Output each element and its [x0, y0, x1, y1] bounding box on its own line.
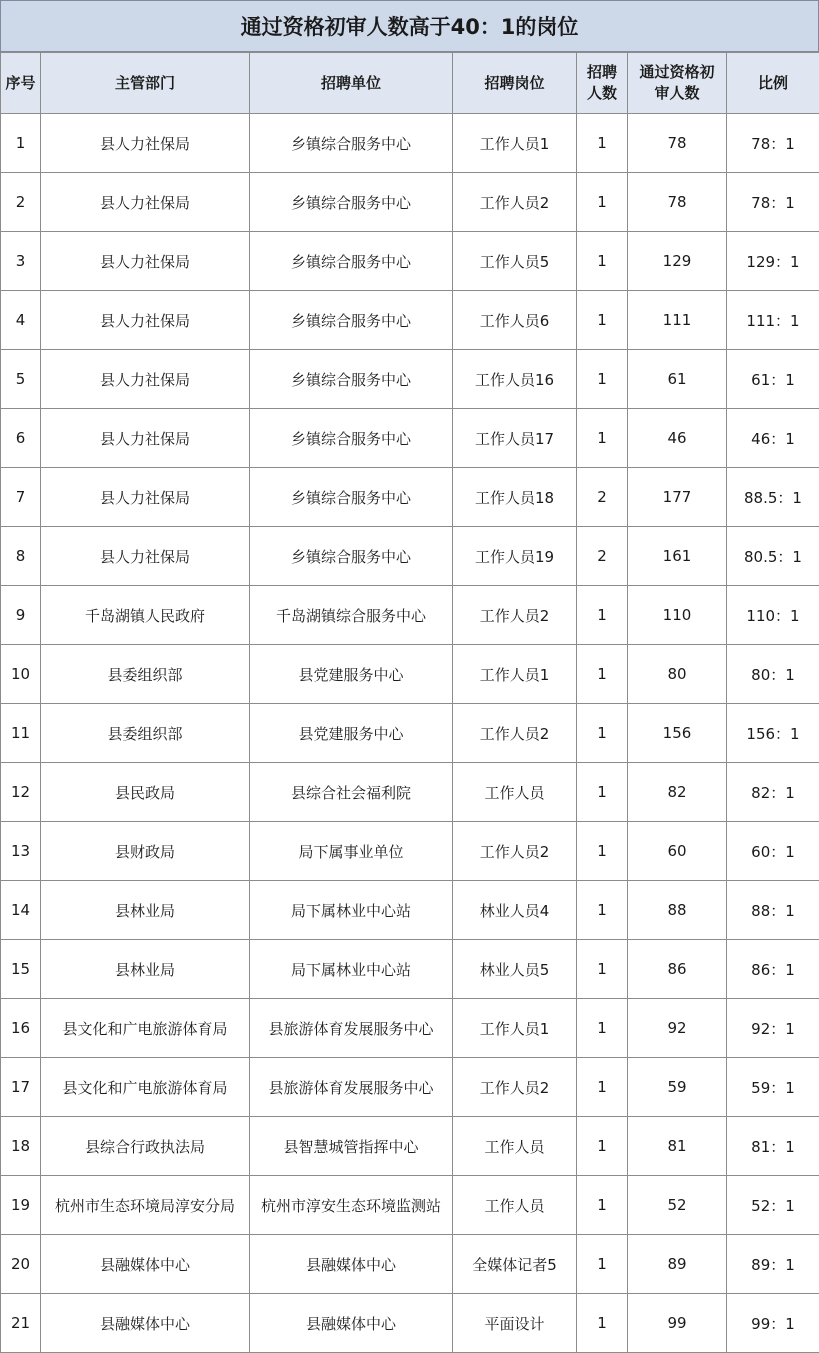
cell-employer: 乡镇综合服务中心: [250, 527, 453, 586]
cell-ratio: 92：1: [727, 999, 819, 1058]
cell-department: 县融媒体中心: [41, 1294, 250, 1353]
cell-ratio: 156：1: [727, 704, 819, 763]
cell-employer: 乡镇综合服务中心: [250, 409, 453, 468]
cell-department: 县文化和广电旅游体育局: [41, 999, 250, 1058]
cell-passed-count: 59: [628, 1058, 727, 1117]
cell-passed-count: 80: [628, 645, 727, 704]
cell-index: 21: [1, 1294, 41, 1353]
cell-employer: 县旅游体育发展服务中心: [250, 1058, 453, 1117]
cell-hire-count: 1: [577, 350, 628, 409]
cell-passed-count: 89: [628, 1235, 727, 1294]
cell-index: 4: [1, 291, 41, 350]
cell-index: 8: [1, 527, 41, 586]
cell-department: 县人力社保局: [41, 232, 250, 291]
cell-index: 19: [1, 1176, 41, 1235]
cell-department: 县人力社保局: [41, 114, 250, 173]
cell-passed-count: 86: [628, 940, 727, 999]
header-index: 序号: [1, 53, 41, 114]
cell-department: 县林业局: [41, 940, 250, 999]
table-row: [1, 763, 819, 822]
cell-employer: 杭州市淳安生态环境监测站: [250, 1176, 453, 1235]
header-row: [1, 53, 819, 114]
cell-employer: 局下属林业中心站: [250, 940, 453, 999]
cell-position: 工作人员2: [453, 822, 577, 881]
cell-hire-count: 1: [577, 881, 628, 940]
cell-index: 20: [1, 1235, 41, 1294]
cell-passed-count: 129: [628, 232, 727, 291]
cell-position: 工作人员1: [453, 999, 577, 1058]
cell-hire-count: 1: [577, 232, 628, 291]
cell-ratio: 81：1: [727, 1117, 819, 1176]
cell-department: 县人力社保局: [41, 409, 250, 468]
table-row: [1, 468, 819, 527]
cell-position: 工作人员: [453, 1176, 577, 1235]
cell-position: 工作人员1: [453, 114, 577, 173]
cell-ratio: 110：1: [727, 586, 819, 645]
cell-position: 工作人员2: [453, 586, 577, 645]
cell-passed-count: 99: [628, 1294, 727, 1353]
cell-department: 县人力社保局: [41, 468, 250, 527]
cell-employer: 县智慧城管指挥中心: [250, 1117, 453, 1176]
cell-hire-count: 2: [577, 527, 628, 586]
cell-index: 15: [1, 940, 41, 999]
cell-employer: 县融媒体中心: [250, 1235, 453, 1294]
cell-passed-count: 81: [628, 1117, 727, 1176]
cell-employer: 乡镇综合服务中心: [250, 291, 453, 350]
cell-department: 县人力社保局: [41, 350, 250, 409]
cell-position: 工作人员2: [453, 1058, 577, 1117]
cell-ratio: 88.5：1: [727, 468, 819, 527]
cell-hire-count: 1: [577, 645, 628, 704]
cell-position: 工作人员2: [453, 173, 577, 232]
cell-position: 工作人员5: [453, 232, 577, 291]
cell-ratio: 52：1: [727, 1176, 819, 1235]
cell-passed-count: 88: [628, 881, 727, 940]
cell-hire-count: 1: [577, 999, 628, 1058]
table-title: 通过资格初审人数高于40：1的岗位: [0, 0, 819, 52]
header-department: 主管部门: [41, 53, 250, 114]
cell-hire-count: 1: [577, 291, 628, 350]
cell-ratio: 129：1: [727, 232, 819, 291]
cell-ratio: 86：1: [727, 940, 819, 999]
cell-position: 工作人员17: [453, 409, 577, 468]
cell-department: 县人力社保局: [41, 173, 250, 232]
table-row: [1, 940, 819, 999]
cell-employer: 县融媒体中心: [250, 1294, 453, 1353]
cell-employer: 乡镇综合服务中心: [250, 114, 453, 173]
cell-passed-count: 78: [628, 173, 727, 232]
cell-passed-count: 161: [628, 527, 727, 586]
cell-passed-count: 78: [628, 114, 727, 173]
cell-passed-count: 82: [628, 763, 727, 822]
cell-ratio: 80：1: [727, 645, 819, 704]
cell-index: 12: [1, 763, 41, 822]
cell-employer: 乡镇综合服务中心: [250, 350, 453, 409]
cell-passed-count: 46: [628, 409, 727, 468]
cell-position: 林业人员4: [453, 881, 577, 940]
cell-index: 1: [1, 114, 41, 173]
cell-employer: 千岛湖镇综合服务中心: [250, 586, 453, 645]
cell-department: 县委组织部: [41, 704, 250, 763]
cell-hire-count: 1: [577, 173, 628, 232]
cell-department: 县民政局: [41, 763, 250, 822]
cell-employer: 乡镇综合服务中心: [250, 468, 453, 527]
table-row: [1, 1117, 819, 1176]
cell-hire-count: 1: [577, 1176, 628, 1235]
cell-index: 6: [1, 409, 41, 468]
table-row: [1, 232, 819, 291]
cell-department: 杭州市生态环境局淳安分局: [41, 1176, 250, 1235]
cell-position: 全媒体记者5: [453, 1235, 577, 1294]
cell-hire-count: 1: [577, 704, 628, 763]
cell-position: 工作人员16: [453, 350, 577, 409]
cell-hire-count: 2: [577, 468, 628, 527]
cell-position: 工作人员: [453, 763, 577, 822]
cell-department: 县人力社保局: [41, 527, 250, 586]
cell-hire-count: 1: [577, 1058, 628, 1117]
cell-department: 县财政局: [41, 822, 250, 881]
cell-ratio: 78：1: [727, 173, 819, 232]
cell-index: 7: [1, 468, 41, 527]
cell-department: 县人力社保局: [41, 291, 250, 350]
cell-department: 县融媒体中心: [41, 1235, 250, 1294]
cell-ratio: 60：1: [727, 822, 819, 881]
cell-passed-count: 52: [628, 1176, 727, 1235]
cell-index: 18: [1, 1117, 41, 1176]
cell-passed-count: 60: [628, 822, 727, 881]
cell-passed-count: 111: [628, 291, 727, 350]
cell-hire-count: 1: [577, 114, 628, 173]
header-hire-count: 招聘人数: [577, 53, 628, 114]
cell-ratio: 89：1: [727, 1235, 819, 1294]
cell-hire-count: 1: [577, 1294, 628, 1353]
positions-table: [0, 52, 819, 1353]
cell-passed-count: 110: [628, 586, 727, 645]
table-body: [1, 114, 819, 1353]
table-row: [1, 1176, 819, 1235]
cell-ratio: 59：1: [727, 1058, 819, 1117]
cell-index: 14: [1, 881, 41, 940]
cell-ratio: 61：1: [727, 350, 819, 409]
table-row: [1, 409, 819, 468]
header-passed-count: 通过资格初审人数: [628, 53, 727, 114]
cell-employer: 县党建服务中心: [250, 645, 453, 704]
cell-position: 工作人员1: [453, 645, 577, 704]
table-row: [1, 645, 819, 704]
table-row: [1, 1294, 819, 1353]
cell-position: 工作人员6: [453, 291, 577, 350]
table-row: [1, 704, 819, 763]
cell-hire-count: 1: [577, 822, 628, 881]
cell-index: 10: [1, 645, 41, 704]
table-row: [1, 1235, 819, 1294]
cell-hire-count: 1: [577, 409, 628, 468]
cell-hire-count: 1: [577, 586, 628, 645]
cell-department: 县文化和广电旅游体育局: [41, 1058, 250, 1117]
cell-employer: 乡镇综合服务中心: [250, 173, 453, 232]
cell-employer: 县旅游体育发展服务中心: [250, 999, 453, 1058]
cell-position: 林业人员5: [453, 940, 577, 999]
cell-passed-count: 177: [628, 468, 727, 527]
cell-position: 平面设计: [453, 1294, 577, 1353]
cell-hire-count: 1: [577, 763, 628, 822]
cell-employer: 县党建服务中心: [250, 704, 453, 763]
header-position: 招聘岗位: [453, 53, 577, 114]
cell-ratio: 82：1: [727, 763, 819, 822]
cell-index: 3: [1, 232, 41, 291]
cell-department: 县综合行政执法局: [41, 1117, 250, 1176]
cell-position: 工作人员: [453, 1117, 577, 1176]
cell-ratio: 99：1: [727, 1294, 819, 1353]
cell-position: 工作人员2: [453, 704, 577, 763]
header-employer: 招聘单位: [250, 53, 453, 114]
table-row: [1, 881, 819, 940]
table-row: [1, 173, 819, 232]
cell-position: 工作人员18: [453, 468, 577, 527]
cell-employer: 局下属林业中心站: [250, 881, 453, 940]
cell-ratio: 78：1: [727, 114, 819, 173]
cell-index: 2: [1, 173, 41, 232]
table-row: [1, 822, 819, 881]
cell-ratio: 80.5：1: [727, 527, 819, 586]
cell-index: 17: [1, 1058, 41, 1117]
table-row: [1, 350, 819, 409]
cell-index: 11: [1, 704, 41, 763]
cell-position: 工作人员19: [453, 527, 577, 586]
cell-hire-count: 1: [577, 1117, 628, 1176]
cell-employer: 局下属事业单位: [250, 822, 453, 881]
cell-hire-count: 1: [577, 940, 628, 999]
cell-ratio: 88：1: [727, 881, 819, 940]
cell-employer: 乡镇综合服务中心: [250, 232, 453, 291]
cell-hire-count: 1: [577, 1235, 628, 1294]
cell-passed-count: 156: [628, 704, 727, 763]
cell-ratio: 111：1: [727, 291, 819, 350]
table-row: [1, 999, 819, 1058]
table-row: [1, 527, 819, 586]
cell-department: 县委组织部: [41, 645, 250, 704]
table-row: [1, 114, 819, 173]
cell-index: 9: [1, 586, 41, 645]
cell-ratio: 46：1: [727, 409, 819, 468]
cell-passed-count: 92: [628, 999, 727, 1058]
header-ratio: 比例: [727, 53, 819, 114]
cell-department: 千岛湖镇人民政府: [41, 586, 250, 645]
table-row: [1, 291, 819, 350]
cell-department: 县林业局: [41, 881, 250, 940]
cell-passed-count: 61: [628, 350, 727, 409]
table-row: [1, 1058, 819, 1117]
cell-index: 5: [1, 350, 41, 409]
table-row: [1, 586, 819, 645]
cell-employer: 县综合社会福利院: [250, 763, 453, 822]
cell-index: 16: [1, 999, 41, 1058]
cell-index: 13: [1, 822, 41, 881]
